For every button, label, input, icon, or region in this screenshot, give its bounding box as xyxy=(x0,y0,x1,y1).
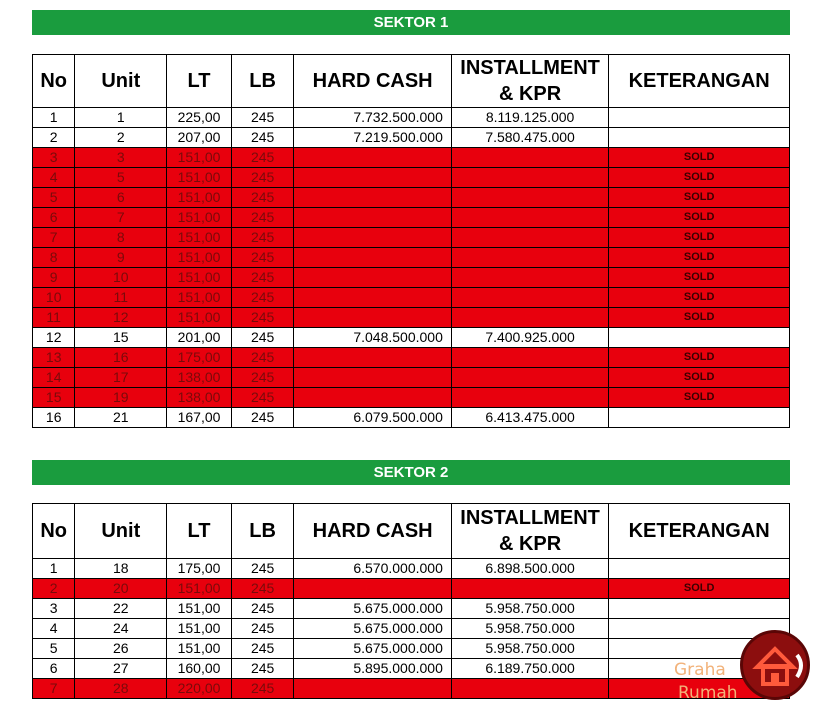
cell-installment xyxy=(451,268,608,288)
sektor-2-banner: SEKTOR 2 xyxy=(32,460,790,485)
cell-no: 6 xyxy=(33,208,75,228)
cell-keterangan: SOLD xyxy=(609,248,790,268)
table-row xyxy=(33,108,790,128)
cell-lt: 151,00 xyxy=(167,168,232,188)
cell-keterangan: SOLD xyxy=(609,228,790,248)
cell-installment xyxy=(451,368,608,388)
cell-lt: 151,00 xyxy=(167,599,232,619)
cell-keterangan: SOLD xyxy=(609,268,790,288)
cell-unit: 3 xyxy=(75,148,167,168)
cell-installment: 7.400.925.000 xyxy=(451,328,608,348)
table-row xyxy=(33,248,790,268)
cell-installment xyxy=(451,228,608,248)
cell-lt: 151,00 xyxy=(167,248,232,268)
cell-unit: 7 xyxy=(75,208,167,228)
cell-unit: 6 xyxy=(75,188,167,208)
cell-lt: 175,00 xyxy=(167,348,232,368)
cell-installment xyxy=(451,148,608,168)
header-unit: Unit xyxy=(75,504,167,559)
cell-unit: 28 xyxy=(75,679,167,699)
header-keterangan: KETERANGAN xyxy=(609,55,790,108)
table-row xyxy=(33,408,790,428)
header-installment xyxy=(451,55,608,108)
sektor-1-banner: SEKTOR 1 xyxy=(32,10,790,35)
cell-hard-cash: 6.079.500.000 xyxy=(294,408,451,428)
table-row xyxy=(33,559,790,579)
cell-keterangan xyxy=(609,559,790,579)
table-row xyxy=(33,228,790,248)
cell-keterangan: SOLD xyxy=(609,188,790,208)
cell-lt: 160,00 xyxy=(167,659,232,679)
cell-no: 4 xyxy=(33,168,75,188)
cell-lt: 201,00 xyxy=(167,328,232,348)
cell-no: 7 xyxy=(33,228,75,248)
header-no: No xyxy=(33,504,75,559)
cell-unit: 15 xyxy=(75,328,167,348)
header-no: No xyxy=(33,55,75,108)
cell-lb: 245 xyxy=(231,679,294,699)
table-row xyxy=(33,168,790,188)
cell-lb: 245 xyxy=(231,388,294,408)
cell-no: 6 xyxy=(33,659,75,679)
cell-hard-cash xyxy=(294,248,451,268)
cell-installment xyxy=(451,388,608,408)
cell-lb: 245 xyxy=(231,248,294,268)
cell-unit: 16 xyxy=(75,348,167,368)
cell-keterangan xyxy=(609,328,790,348)
cell-hard-cash xyxy=(294,579,451,599)
cell-lt: 151,00 xyxy=(167,208,232,228)
cell-no: 1 xyxy=(33,559,75,579)
cell-no: 14 xyxy=(33,368,75,388)
cell-no: 11 xyxy=(33,308,75,328)
table-row xyxy=(33,208,790,228)
cell-keterangan: SOLD xyxy=(609,579,790,599)
cell-lt: 151,00 xyxy=(167,148,232,168)
header-keterangan: KETERANGAN xyxy=(609,504,790,559)
cell-unit: 5 xyxy=(75,168,167,188)
sektor-1-table xyxy=(32,54,790,428)
cell-hard-cash xyxy=(294,348,451,368)
cell-no: 15 xyxy=(33,388,75,408)
table-row xyxy=(33,288,790,308)
cell-keterangan: SOLD xyxy=(609,368,790,388)
cell-lb: 245 xyxy=(231,268,294,288)
table-row xyxy=(33,188,790,208)
cell-hard-cash xyxy=(294,168,451,188)
cell-hard-cash xyxy=(294,288,451,308)
cell-keterangan: SOLD xyxy=(609,288,790,308)
cell-lt: 138,00 xyxy=(167,368,232,388)
cell-no: 5 xyxy=(33,639,75,659)
cell-installment xyxy=(451,288,608,308)
cell-installment: 5.958.750.000 xyxy=(451,599,608,619)
cell-lt: 151,00 xyxy=(167,228,232,248)
table-header-row xyxy=(33,504,790,559)
cell-unit: 19 xyxy=(75,388,167,408)
cell-keterangan xyxy=(609,599,790,619)
header-lb: LB xyxy=(231,55,294,108)
cell-keterangan xyxy=(609,408,790,428)
header-installment-line2: & KPR xyxy=(498,83,562,105)
cell-no: 5 xyxy=(33,188,75,208)
watermark-line1: Graha xyxy=(674,660,726,680)
cell-hard-cash xyxy=(294,148,451,168)
table-row xyxy=(33,679,790,699)
cell-keterangan: SOLD xyxy=(609,148,790,168)
header-lb: LB xyxy=(231,504,294,559)
cell-unit: 2 xyxy=(75,128,167,148)
cell-installment xyxy=(451,679,608,699)
header-installment-line1: INSTALLMENT xyxy=(460,507,600,529)
table-row xyxy=(33,619,790,639)
cell-lb: 245 xyxy=(231,659,294,679)
cell-installment xyxy=(451,188,608,208)
table-row xyxy=(33,328,790,348)
cell-no: 10 xyxy=(33,288,75,308)
cell-hard-cash xyxy=(294,268,451,288)
cell-no: 13 xyxy=(33,348,75,368)
cell-lb: 245 xyxy=(231,308,294,328)
cell-installment xyxy=(451,208,608,228)
cell-lt: 151,00 xyxy=(167,308,232,328)
cell-lt: 220,00 xyxy=(167,679,232,699)
cell-lb: 245 xyxy=(231,208,294,228)
cell-unit: 26 xyxy=(75,639,167,659)
table-header-row xyxy=(33,55,790,108)
header-installment-line1: INSTALLMENT xyxy=(460,57,600,79)
cell-hard-cash: 5.895.000.000 xyxy=(294,659,451,679)
cell-unit: 9 xyxy=(75,248,167,268)
cell-hard-cash xyxy=(294,208,451,228)
table-row xyxy=(33,599,790,619)
cell-lb: 245 xyxy=(231,168,294,188)
cell-lb: 245 xyxy=(231,408,294,428)
cell-lt: 138,00 xyxy=(167,388,232,408)
table-row xyxy=(33,268,790,288)
cell-no: 3 xyxy=(33,148,75,168)
cell-lt: 175,00 xyxy=(167,559,232,579)
cell-unit: 22 xyxy=(75,599,167,619)
table-row xyxy=(33,639,790,659)
cell-hard-cash: 5.675.000.000 xyxy=(294,619,451,639)
cell-installment xyxy=(451,579,608,599)
cell-lb: 245 xyxy=(231,188,294,208)
table-row xyxy=(33,388,790,408)
cell-lt: 207,00 xyxy=(167,128,232,148)
cell-no: 9 xyxy=(33,268,75,288)
header-hard-cash: HARD CASH xyxy=(294,504,451,559)
cell-lt: 151,00 xyxy=(167,188,232,208)
cell-hard-cash xyxy=(294,188,451,208)
cell-lt: 167,00 xyxy=(167,408,232,428)
cell-unit: 18 xyxy=(75,559,167,579)
header-installment-line2: & KPR xyxy=(498,533,562,555)
cell-hard-cash: 5.675.000.000 xyxy=(294,639,451,659)
cell-lt: 151,00 xyxy=(167,639,232,659)
cell-keterangan: SOLD xyxy=(609,168,790,188)
cell-unit: 17 xyxy=(75,368,167,388)
cell-keterangan: SOLD xyxy=(609,208,790,228)
cell-keterangan xyxy=(609,108,790,128)
cell-no: 3 xyxy=(33,599,75,619)
watermark-line2: Rumah xyxy=(678,683,738,703)
cell-hard-cash: 5.675.000.000 xyxy=(294,599,451,619)
cell-unit: 1 xyxy=(75,108,167,128)
header-installment xyxy=(451,504,608,559)
cell-lb: 245 xyxy=(231,368,294,388)
header-lt: LT xyxy=(167,55,232,108)
cell-hard-cash: 7.219.500.000 xyxy=(294,128,451,148)
cell-installment: 6.413.475.000 xyxy=(451,408,608,428)
cell-installment: 5.958.750.000 xyxy=(451,639,608,659)
cell-lb: 245 xyxy=(231,348,294,368)
cell-lt: 151,00 xyxy=(167,268,232,288)
cell-hard-cash: 7.048.500.000 xyxy=(294,328,451,348)
cell-installment: 8.119.125.000 xyxy=(451,108,608,128)
cell-lb: 245 xyxy=(231,228,294,248)
house-icon xyxy=(740,630,810,700)
cell-no: 2 xyxy=(33,128,75,148)
cell-lb: 245 xyxy=(231,148,294,168)
table-row xyxy=(33,148,790,168)
cell-keterangan: SOLD xyxy=(609,388,790,408)
table-row xyxy=(33,579,790,599)
cell-lt: 151,00 xyxy=(167,619,232,639)
cell-lt: 225,00 xyxy=(167,108,232,128)
table-row xyxy=(33,128,790,148)
cell-installment xyxy=(451,248,608,268)
cell-hard-cash: 6.570.000.000 xyxy=(294,559,451,579)
cell-unit: 11 xyxy=(75,288,167,308)
cell-keterangan: SOLD xyxy=(609,308,790,328)
header-lt: LT xyxy=(167,504,232,559)
cell-no: 2 xyxy=(33,579,75,599)
table-row xyxy=(33,348,790,368)
cell-lb: 245 xyxy=(231,599,294,619)
cell-unit: 21 xyxy=(75,408,167,428)
cell-installment xyxy=(451,348,608,368)
cell-hard-cash xyxy=(294,228,451,248)
cell-keterangan xyxy=(609,128,790,148)
cell-no: 12 xyxy=(33,328,75,348)
cell-hard-cash xyxy=(294,388,451,408)
cell-unit: 10 xyxy=(75,268,167,288)
cell-installment: 6.189.750.000 xyxy=(451,659,608,679)
cell-lt: 151,00 xyxy=(167,288,232,308)
cell-unit: 8 xyxy=(75,228,167,248)
cell-lb: 245 xyxy=(231,108,294,128)
cell-installment: 6.898.500.000 xyxy=(451,559,608,579)
cell-lb: 245 xyxy=(231,619,294,639)
cell-no: 1 xyxy=(33,108,75,128)
cell-no: 4 xyxy=(33,619,75,639)
sektor-1-body xyxy=(33,108,790,428)
cell-no: 8 xyxy=(33,248,75,268)
cell-hard-cash xyxy=(294,679,451,699)
cell-unit: 24 xyxy=(75,619,167,639)
table-row xyxy=(33,368,790,388)
header-hard-cash: HARD CASH xyxy=(294,55,451,108)
cell-hard-cash xyxy=(294,308,451,328)
cell-installment xyxy=(451,308,608,328)
cell-no: 7 xyxy=(33,679,75,699)
cell-installment: 7.580.475.000 xyxy=(451,128,608,148)
cell-lb: 245 xyxy=(231,559,294,579)
cell-unit: 20 xyxy=(75,579,167,599)
cell-lb: 245 xyxy=(231,639,294,659)
header-unit: Unit xyxy=(75,55,167,108)
cell-installment xyxy=(451,168,608,188)
cell-lt: 151,00 xyxy=(167,579,232,599)
cell-unit: 27 xyxy=(75,659,167,679)
cell-unit: 12 xyxy=(75,308,167,328)
cell-installment: 5.958.750.000 xyxy=(451,619,608,639)
cell-no: 16 xyxy=(33,408,75,428)
cell-hard-cash: 7.732.500.000 xyxy=(294,108,451,128)
cell-hard-cash xyxy=(294,368,451,388)
cell-lb: 245 xyxy=(231,128,294,148)
cell-lb: 245 xyxy=(231,579,294,599)
cell-keterangan: SOLD xyxy=(609,348,790,368)
table-row xyxy=(33,308,790,328)
cell-lb: 245 xyxy=(231,328,294,348)
cell-lb: 245 xyxy=(231,288,294,308)
